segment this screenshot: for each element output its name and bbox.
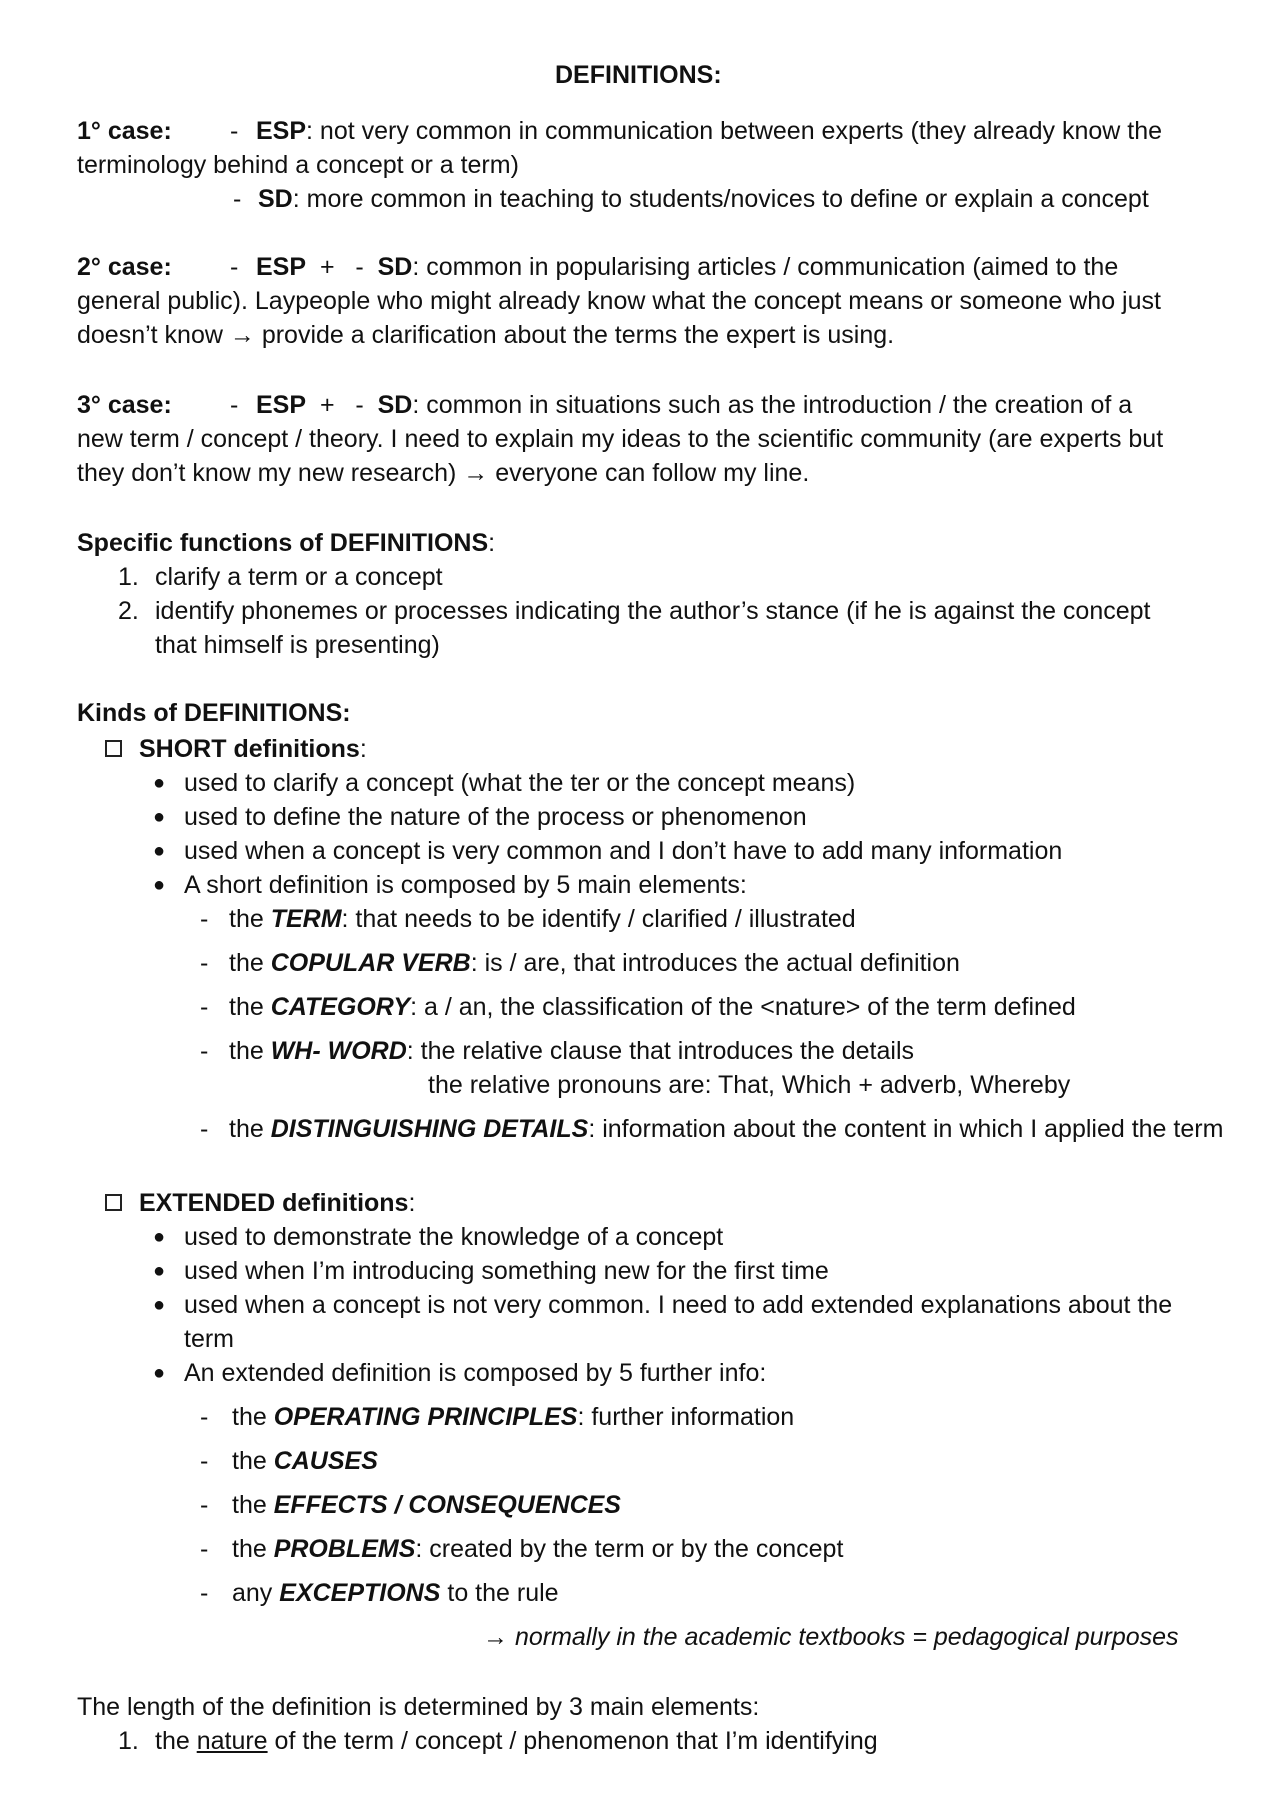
dash-marker: - <box>200 993 209 1021</box>
specific-function-item: clarify a term or a concept <box>155 563 443 591</box>
short-element: the WH- WORD: the relative clause that introduces the details <box>229 1037 915 1065</box>
case-3-line-2: new term / concept / theory. I need to explain my ideas to the scientific community (are experts but <box>77 425 1164 453</box>
length-item: the nature of the term / concept / phenomenon that I’m identifying <box>155 1727 878 1755</box>
dash-marker: - <box>200 1115 209 1143</box>
specific-function-item: identify phonemes or processes indicating the author’s stance (if he is against the concept <box>155 597 1151 625</box>
page-title: DEFINITIONS: <box>555 61 722 89</box>
dash-marker: - <box>230 391 239 419</box>
list-number: 1. <box>118 1727 139 1755</box>
pedagogical-note: → normally in the academic textbooks = pedagogical purposes <box>483 1623 1179 1651</box>
dash-marker: - <box>200 1447 209 1475</box>
list-number: 1. <box>118 563 139 591</box>
dash-marker: - <box>200 1403 209 1431</box>
short-element: the COPULAR VERB: is / are, that introduces the actual definition <box>229 949 960 977</box>
extended-definitions-label: EXTENDED definitions: <box>139 1189 416 1217</box>
dash-marker: - <box>230 253 239 281</box>
bullet-marker: ● <box>153 1294 166 1316</box>
short-definitions-label: SHORT definitions: <box>139 735 367 763</box>
case-2-line-2: general public). Laypeople who might already know what the concept means or someone who just <box>77 287 1161 315</box>
case-3-line-3: they don’t know my new research) → everyone can follow my line. <box>77 459 810 487</box>
extended-bullet: An extended definition is composed by 5 further info: <box>184 1359 767 1387</box>
case-1-sd-line: SD: more common in teaching to students/novices to define or explain a concept <box>258 185 1149 213</box>
extended-bullet-continuation: term <box>184 1325 234 1353</box>
bullet-marker: ● <box>153 1260 166 1282</box>
extended-element: any EXCEPTIONS to the rule <box>232 1579 559 1607</box>
case-1-esp-continuation: terminology behind a concept or a term) <box>77 151 519 179</box>
short-checkbox[interactable] <box>105 740 122 757</box>
case-3-line-1: ESP + - SD: common in situations such as the introduction / the creation of a <box>256 391 1133 419</box>
bullet-marker: ● <box>153 1226 166 1248</box>
length-intro: The length of the definition is determined by 3 main elements: <box>77 1693 760 1721</box>
bullet-marker: ● <box>153 840 166 862</box>
short-element-continuation: the relative pronouns are: That, Which + adverb, Whereby <box>428 1071 1071 1099</box>
bullet-marker: ● <box>153 806 166 828</box>
extended-element: the OPERATING PRINCIPLES: further information <box>232 1403 795 1431</box>
extended-bullet: used when I’m introducing something new for the first time <box>184 1257 829 1285</box>
bullet-marker: ● <box>153 874 166 896</box>
short-bullet: used to define the nature of the process or phenomenon <box>184 803 807 831</box>
case-2-label: 2° case: <box>77 253 172 281</box>
specific-functions-heading: Specific functions of DEFINITIONS: <box>77 529 496 557</box>
short-element: the CATEGORY: a / an, the classification of the <nature> of the term defined <box>229 993 1076 1021</box>
extended-element: the CAUSES <box>232 1447 378 1475</box>
short-bullet: used to clarify a concept (what the ter or the concept means) <box>184 769 856 797</box>
case-3-label: 3° case: <box>77 391 172 419</box>
kinds-heading: Kinds of DEFINITIONS: <box>77 699 351 727</box>
dash-marker: - <box>200 1037 209 1065</box>
bullet-marker: ● <box>153 1362 166 1384</box>
case-1-label: 1° case: <box>77 117 172 145</box>
case-1-esp-line: ESP: not very common in communication between experts (they already know the <box>256 117 1163 145</box>
extended-element: the EFFECTS / CONSEQUENCES <box>232 1491 621 1519</box>
dash-marker: - <box>200 949 209 977</box>
dash-marker: - <box>200 1535 209 1563</box>
extended-checkbox[interactable] <box>105 1194 122 1211</box>
short-bullet: A short definition is composed by 5 main elements: <box>184 871 747 899</box>
extended-bullet: used when a concept is not very common. I need to add extended explanations about the <box>184 1291 1173 1319</box>
extended-element: the PROBLEMS: created by the term or by the concept <box>232 1535 844 1563</box>
specific-function-item-continuation: that himself is presenting) <box>155 631 440 659</box>
case-2-line-1: ESP + - SD: common in popularising articles / communication (aimed to the <box>256 253 1119 281</box>
dash-marker: - <box>200 1491 209 1519</box>
list-number: 2. <box>118 597 139 625</box>
short-element: the TERM: that needs to be identify / clarified / illustrated <box>229 905 856 933</box>
dash-marker: - <box>200 1579 209 1607</box>
short-bullet: used when a concept is very common and I don’t have to add many information <box>184 837 1063 865</box>
extended-bullet: used to demonstrate the knowledge of a concept <box>184 1223 724 1251</box>
dash-marker: - <box>233 185 242 213</box>
short-element: the DISTINGUISHING DETAILS: information about the content in which I applied the term <box>229 1115 1224 1143</box>
dash-marker: - <box>200 905 209 933</box>
bullet-marker: ● <box>153 772 166 794</box>
dash-marker: - <box>230 117 239 145</box>
case-2-line-3: doesn’t know → provide a clarification about the terms the expert is using. <box>77 321 895 349</box>
